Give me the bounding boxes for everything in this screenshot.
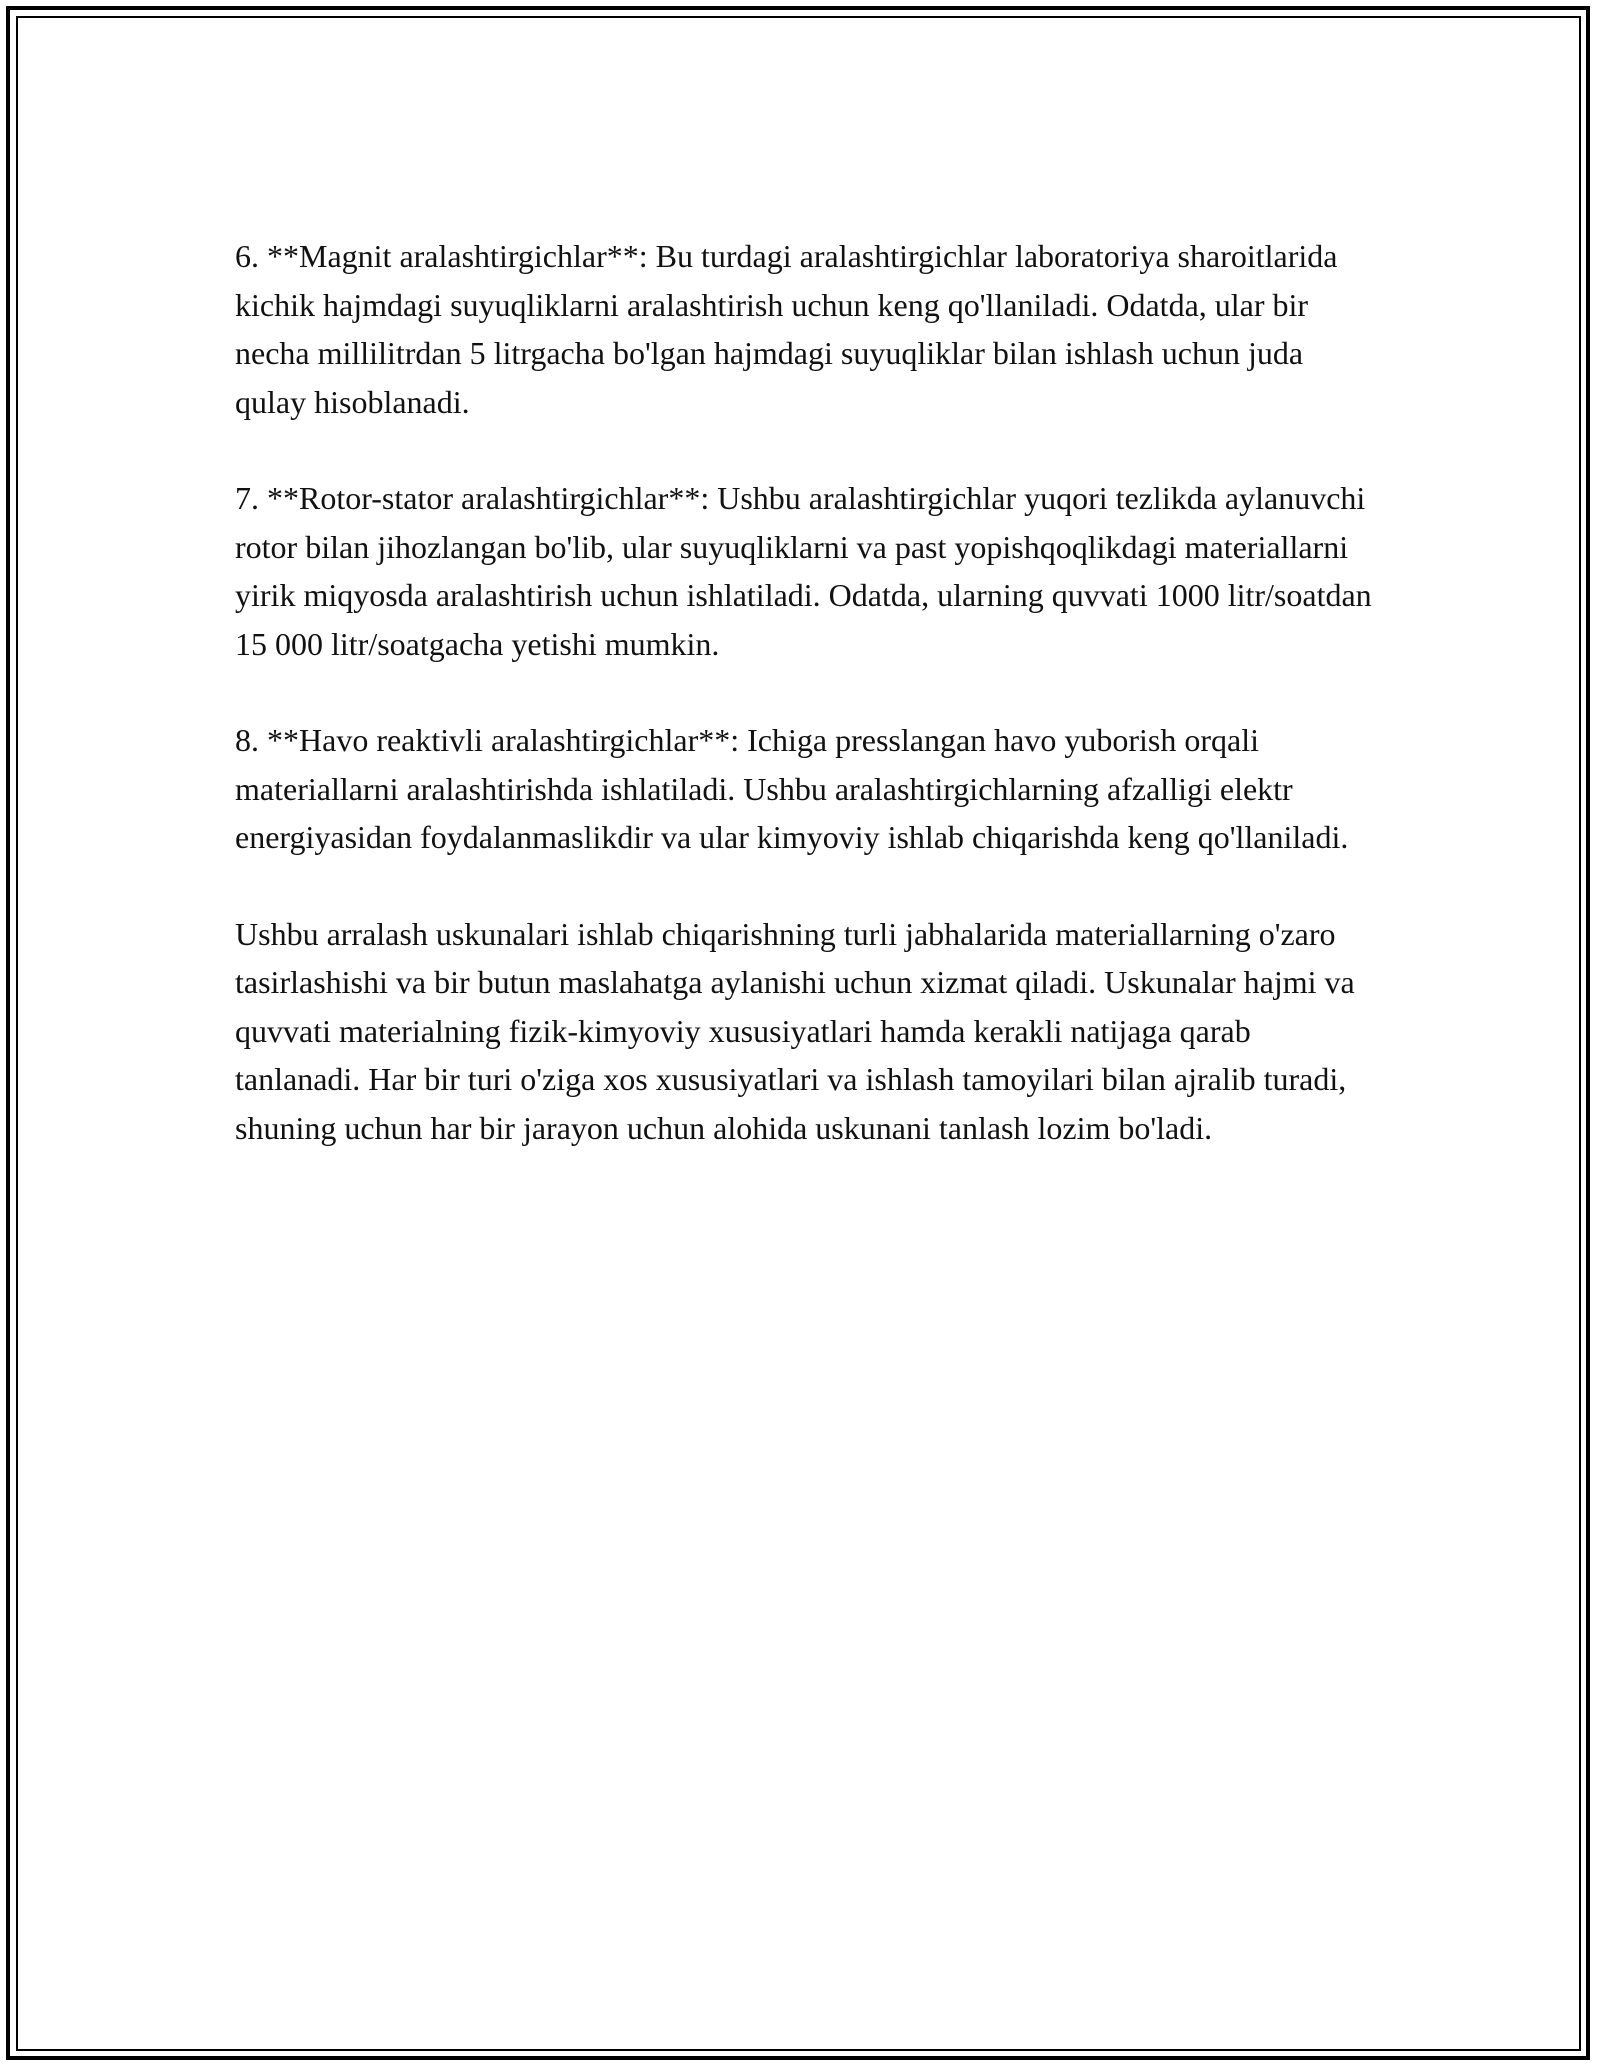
paragraph-magnetic-mixers: 6. **Magnit aralashtirgichlar**: Bu turdagi aralashtirgichlar laboratoriya sharoitlarida kichik hajmdagi suyuqliklarni aralashtirish uchun keng qo'llaniladi. Odatda, ular bir necha millilitrdan 5 litrgacha bo'lgan hajmdagi suyuqliklar bilan ishlash uchun juda qulay hisoblanadi. — [235, 238, 1338, 420]
document-body — [235, 232, 1375, 1152]
paragraph-rotor-stator-mixers: 7. **Rotor-stator aralashtirgichlar**: Ushbu aralashtirgichlar yuqori tezlikda aylanuvchi rotor bilan jihozlangan bo'lib, ular suyuqliklarni va past yopishqoqlikdagi materiallarni yirik miqyosda aralashtirish uchun ishlatiladi. Odatda, ularning quvvati 1000 litr/soatdan 15 000 litr/soatgacha yetishi mumkin. — [235, 480, 1372, 662]
paragraph-air-jet-mixers: 8. **Havo reaktivli aralashtirgichlar**: Ichiga presslangan havo yuborish orqali materiallarni aralashtirishda ishlatiladi. Ushbu aralashtirgichlarning afzalligi elektr energiyasidan foydalanmaslikdir va ular kimyoviy ishlab chiqarishda keng qo'llaniladi. — [235, 722, 1349, 855]
paragraph-conclusion: Ushbu arralash uskunalari ishlab chiqarishning turli jabhalarida materiallarning o'zaro tasirlashishi va bir butun maslahatga aylanishi uchun xizmat qiladi. Uskunalar hajmi va quvvati materialning fizik-kimyoviy xususiyatlari hamda kerakli natijaga qarab tanlanadi. Har bir turi o'ziga xos xususiyatlari va ishlash tamoyilari bilan ajralib turadi, shuning uchun har bir jarayon uchun alohida uskunani tanlash lozim bo'ladi. — [235, 915, 1355, 1146]
